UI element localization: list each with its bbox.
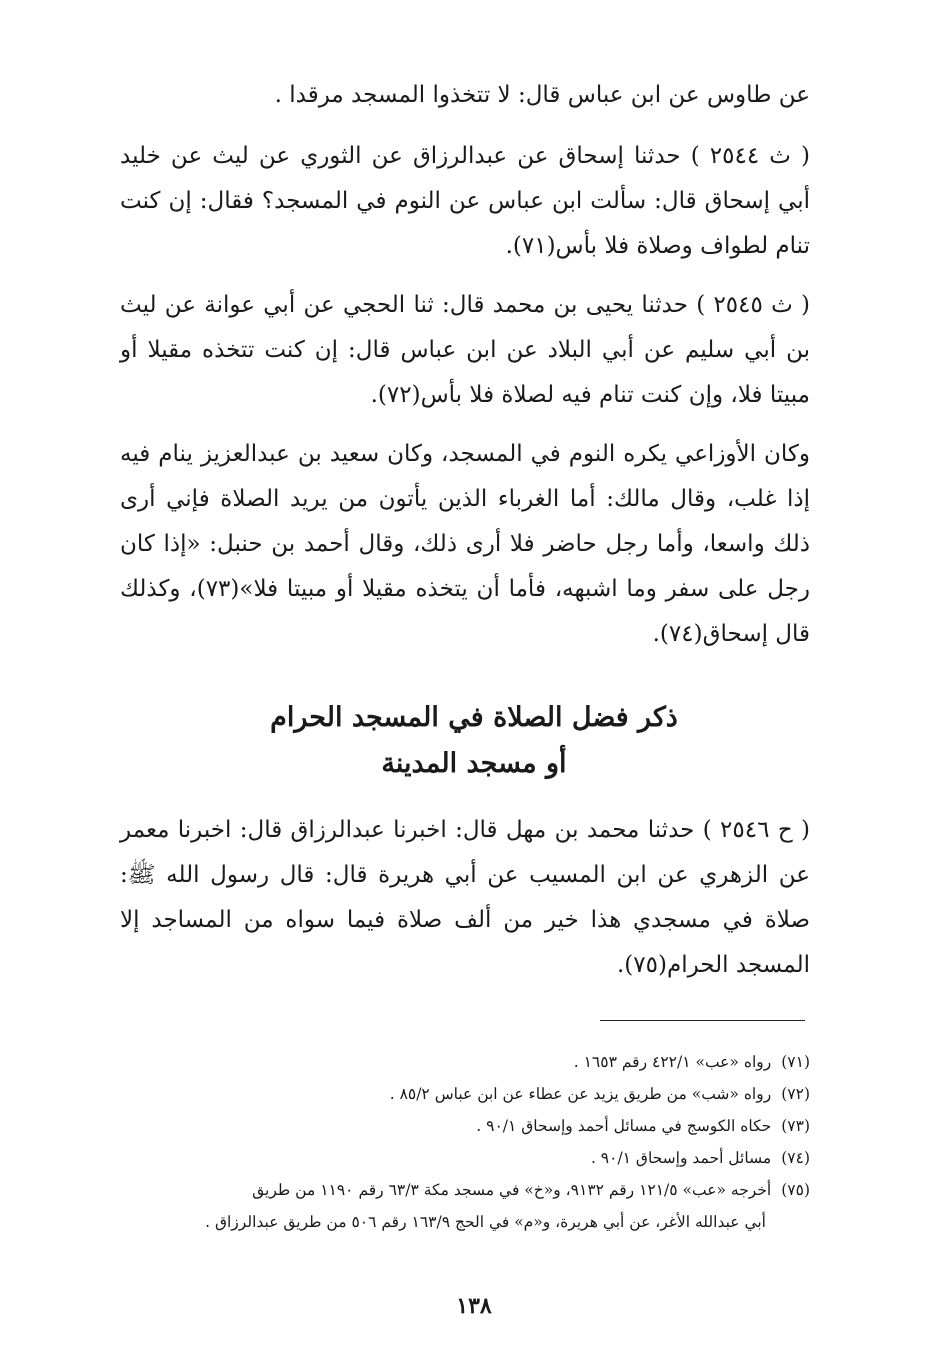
footnote-73 — [110, 1110, 810, 1142]
footnote-text: رواه «شب» من طريق يزيد عن عطاء عن ابن عباس ٨٥/٢ . — [389, 1085, 772, 1103]
footnote-text: رواه «عب» ٤٢٢/١ رقم ١٦٥٣ . — [573, 1053, 772, 1071]
paragraph-hadith-2544: ( ث ٢٥٤٤ ) حدثنا إسحاق عن عبدالرزاق عن الثوري عن ليث عن خليد أبي إسحاق قال: سألت ابن عباس عن النوم في المسجد؟ فقال: إن كنت تنام لطواف وصلاة فلا بأس(٧١). — [120, 143, 811, 259]
paragraph-opinions: وكان الأوزاعي يكره النوم في المسجد، وكان سعيد بن عبدالعزيز ينام فيه إذا غلب، وقال مالك: أما الغرباء الذين يأتون من يريد الصلاة فإني أرى ذلك واسعا، وأما رجل حاضر فلا أرى ذلك، وقال أحمد بن حنبل: «إذا كان رجل على سفر وما اشبهه، فأما أن يتخذه مقيلا أو مبيتا فلا»(٧٣)، وكذلك قال إسحاق(٧٤). — [120, 441, 810, 647]
paragraph-hadith-2545: ( ث ٢٥٤٥ ) حدثنا يحيى بن محمد قال: ثنا الحجي عن أبي عوانة عن ليث بن أبي سليم عن أبي البلاد عن ابن عباس قال: إن كنت تتخذه مقيلا أو مبيتا فلا، وإن كنت تنام فيه لصلاة فلا بأس(٧٢). — [120, 292, 810, 408]
footnote-71 — [110, 1046, 810, 1078]
footnote-75-continuation: أبي عبدالله الأغر، عن أبي هريرة، و«م» في الحج ١٦٣/٩ رقم ٥٠٦ من طريق عبدالرزاق . — [205, 1213, 766, 1231]
footnote-number: (٧٣) — [781, 1117, 810, 1135]
footnote-text: مسائل أحمد وإسحاق ٩٠/١ . — [590, 1149, 772, 1167]
footnote-74 — [110, 1142, 810, 1174]
page-number: ١٣٨ — [456, 1293, 492, 1319]
paragraph-1: عن طاوس عن ابن عباس قال: لا تتخذوا المسجد مرقدا . — [274, 82, 810, 108]
footnote-number: (٧٥) — [781, 1181, 810, 1199]
footnote-number: (٧١) — [781, 1053, 810, 1071]
footnote-75 — [110, 1174, 810, 1206]
footnote-text: أخرجه «عب» ١٢١/٥ رقم ٩١٣٢، و«خ» في مسجد مكة ٦٣/٣ رقم ١١٩٠ من طريق — [252, 1181, 772, 1199]
footnote-text: حكاه الكوسج في مسائل أحمد وإسحاق ٩٠/١ . — [476, 1117, 772, 1135]
footnotes — [110, 1046, 810, 1238]
footnote-number: (٧٢) — [781, 1085, 810, 1103]
footnote-72 — [110, 1078, 810, 1110]
footnote-number: (٧٤) — [781, 1149, 810, 1167]
section-heading-line-1: ذكر فضل الصلاة في المسجد الحرام — [270, 702, 678, 733]
footnote-divider — [600, 1020, 805, 1021]
section-heading-line-2: أو مسجد المدينة — [381, 748, 567, 779]
paragraph-hadith-2546: ( ح ٢٥٤٦ ) حدثنا محمد بن مهل قال: اخبرنا عبدالرزاق قال: اخبرنا معمر عن الزهري عن ابن المسيب عن أبي هريرة قال: قال رسول الله ﷺ: صلاة في مسجدي هذا خير من ألف صلاة فيما سواه من المساجد إلا المسجد الحرام(٧٥). — [120, 817, 810, 978]
